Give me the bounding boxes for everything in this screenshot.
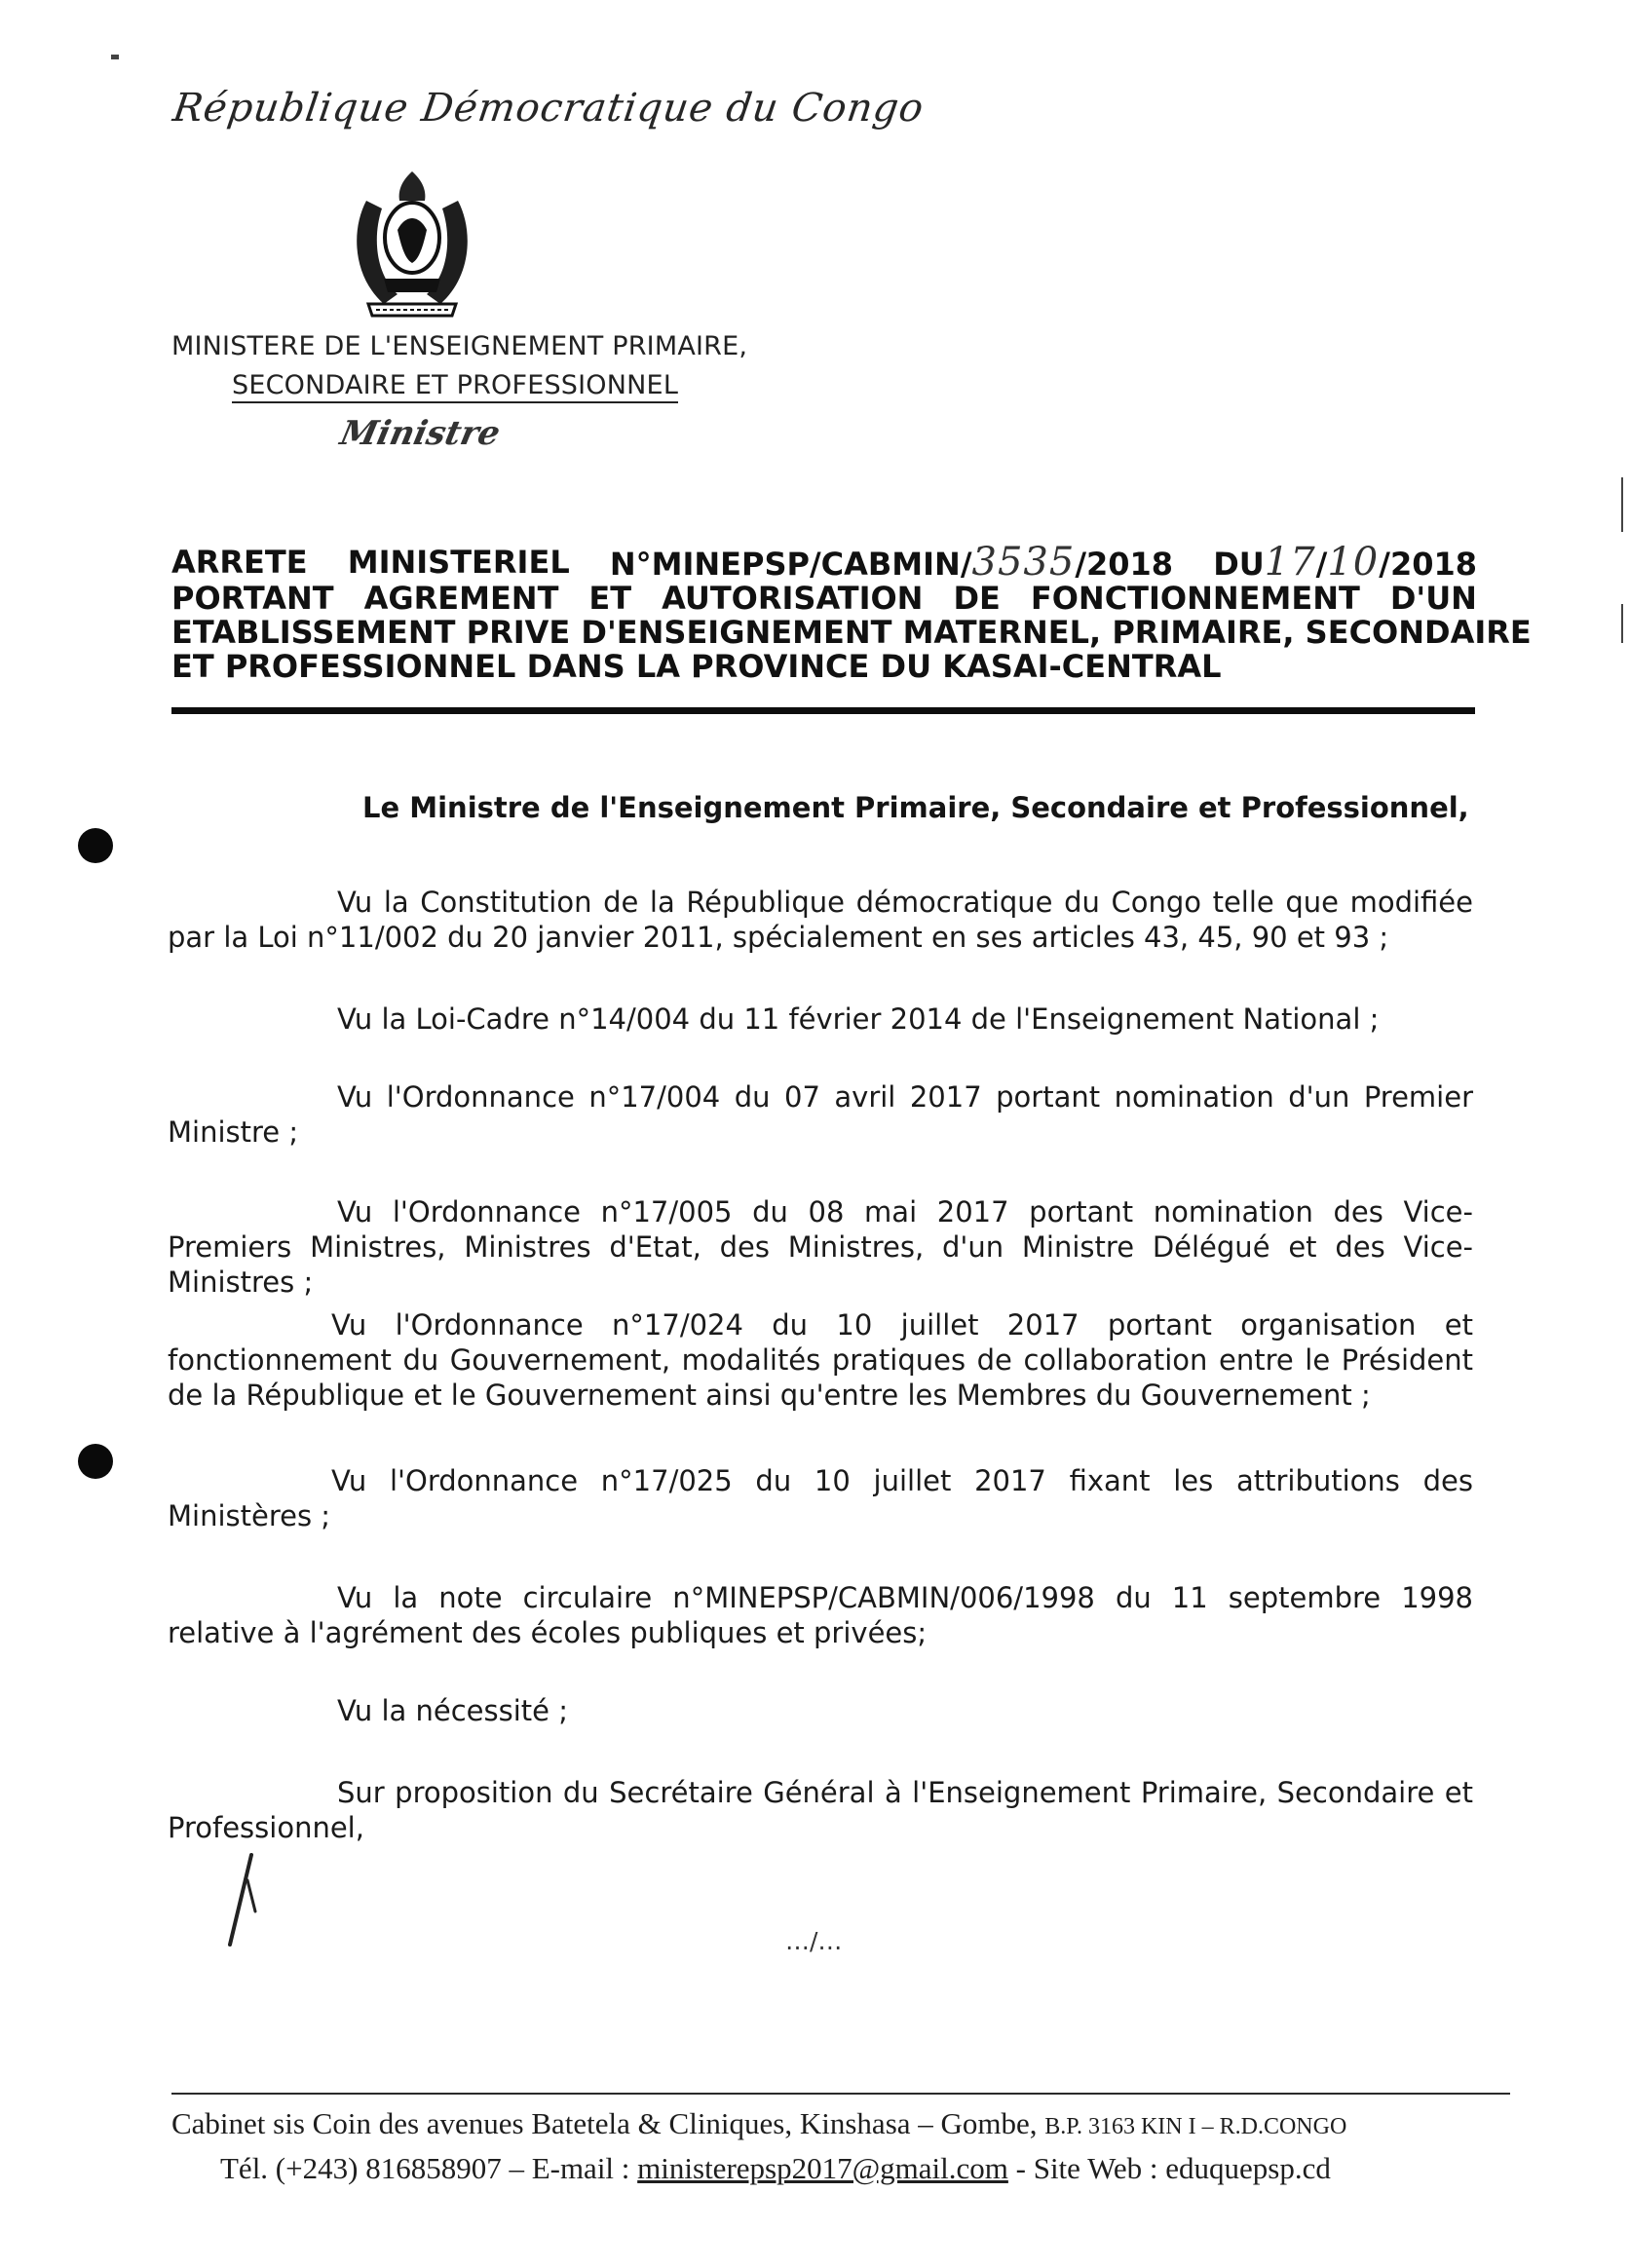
handwritten-decree-number: 3535 <box>971 540 1076 585</box>
sur-proposition <box>168 1775 1473 1845</box>
reference-prefix: N°MINEPSP/CABMIN/ <box>609 546 972 583</box>
footer-address-main: Cabinet sis Coin des avenues Batetela & Cliniques, Kinshasa – Gombe, <box>171 2106 1038 2140</box>
footer-address <box>171 2106 1346 2141</box>
ministry-name-line2: SECONDAIRE ET PROFESSIONNEL <box>232 370 678 403</box>
footer-postal-box: B.P. 3163 KIN I – R.D.CONGO <box>1044 2114 1347 2139</box>
handwritten-initial-mark <box>222 1851 261 1948</box>
ministre-script: Ministre <box>336 414 504 453</box>
title-word: ARRETE <box>171 544 308 581</box>
title-word: AGREMENT <box>363 580 559 617</box>
title-word: PORTANT <box>171 580 334 617</box>
footer-website: - Site Web : eduquepsp.cd <box>1007 2151 1331 2185</box>
visa-ordonnance-17-004 <box>168 1079 1473 1150</box>
paragraph-text: Vu l'Ordonnance n°17/024 du 10 juillet 2017 portant organisation et fonctionnement du Gouvernement, modalités pratiques de collaboration entre le Président de la République et le Gouvernement ainsi qu'entre les Membres du Gouvernement ; <box>168 1308 1473 1412</box>
scan-speck <box>111 55 119 59</box>
decree-title <box>171 540 1532 685</box>
title-word: FONCTIONNEMENT <box>1030 580 1360 617</box>
reference-year: /2018 <box>1075 546 1174 583</box>
paragraph-text: Sur proposition du Secrétaire Général à l'Enseignement Primaire, Secondaire et Professionnel, <box>168 1776 1473 1844</box>
ministry-name-line1: MINISTERE DE L'ENSEIGNEMENT PRIMAIRE, <box>171 331 748 361</box>
visa-necessite <box>168 1693 1473 1728</box>
title-word: D'UN <box>1389 580 1477 617</box>
decree-date <box>1213 540 1477 585</box>
title-line-4: ET PROFESSIONNEL DANS LA PROVINCE DU KASAI-CENTRAL <box>171 648 1222 685</box>
scan-speck <box>1621 477 1623 532</box>
paragraph-text: Vu l'Ordonnance n°17/025 du 10 juillet 2017 fixant les attributions des Ministères ; <box>168 1464 1473 1532</box>
visa-ordonnance-17-025 <box>168 1463 1473 1533</box>
date-year: /2018 <box>1379 546 1477 583</box>
visa-ordonnance-17-005 <box>168 1194 1473 1300</box>
punch-hole-mark <box>78 1444 113 1479</box>
decree-reference <box>609 540 1174 585</box>
footer-contacts <box>220 2151 1331 2186</box>
paragraph-text: Vu la note circulaire n°MINEPSP/CABMIN/006/1998 du 11 septembre 1998 relative à l'agrément des écoles publiques et privées; <box>168 1581 1473 1649</box>
visa-loi-cadre <box>168 1002 1473 1037</box>
visa-note-circulaire <box>168 1580 1473 1650</box>
title-word: AUTORISATION <box>662 580 924 617</box>
date-separator: / <box>1315 546 1328 583</box>
paragraph-text: Vu la Constitution de la République démocratique du Congo telle que modifiée par la Loi n°11/002 du 20 janvier 2011, spécialement en ses articles 43, 45, 90 et 93 ; <box>168 886 1473 954</box>
title-word: MINISTERIEL <box>347 544 570 581</box>
title-line-3 <box>171 614 1532 651</box>
title-underline-rule <box>171 707 1475 714</box>
paragraph-text: Vu la nécessité ; <box>337 1694 568 1727</box>
republic-heading: République Démocratique du Congo <box>170 86 928 131</box>
title-text: ETABLISSEMENT PRIVE D'ENSEIGNEMENT MATERNEL, PRIMAIRE, SECONDAIRE <box>171 614 1532 651</box>
title-word: ET <box>588 580 632 617</box>
visa-constitution <box>168 885 1473 955</box>
handwritten-day: 17 <box>1264 540 1316 585</box>
date-prefix: DU <box>1213 546 1265 583</box>
footer-email-link[interactable]: ministerepsp2017@gmail.com <box>637 2151 1008 2185</box>
punch-hole-mark <box>78 828 113 863</box>
minister-heading: Le Ministre de l'Enseignement Primaire, Secondaire et Professionnel, <box>362 791 1469 824</box>
page-continuation-marker: …/… <box>785 1927 843 1955</box>
title-line-2 <box>171 582 1477 616</box>
scan-speck <box>1621 604 1623 643</box>
paragraph-text: Vu l'Ordonnance n°17/005 du 08 mai 2017 portant nomination des Vice-Premiers Ministres, Ministres d'Etat, des Ministres, d'un Ministre Délégué et des Vice-Ministres ; <box>168 1195 1473 1299</box>
coat-of-arms-emblem <box>347 162 477 323</box>
paragraph-text: Vu l'Ordonnance n°17/004 du 07 avril 2017 portant nomination d'un Premier Ministre ; <box>168 1080 1473 1149</box>
footer-divider <box>171 2093 1510 2095</box>
visa-ordonnance-17-024 <box>168 1307 1473 1413</box>
paragraph-text: Vu la Loi-Cadre n°14/004 du 11 février 2014 de l'Enseignement National ; <box>337 1002 1380 1036</box>
title-word: DE <box>953 580 1001 617</box>
handwritten-month: 10 <box>1327 540 1380 585</box>
title-line-1 <box>171 540 1477 585</box>
footer-telephone: Tél. (+243) 816858907 – E-mail : <box>220 2151 638 2185</box>
